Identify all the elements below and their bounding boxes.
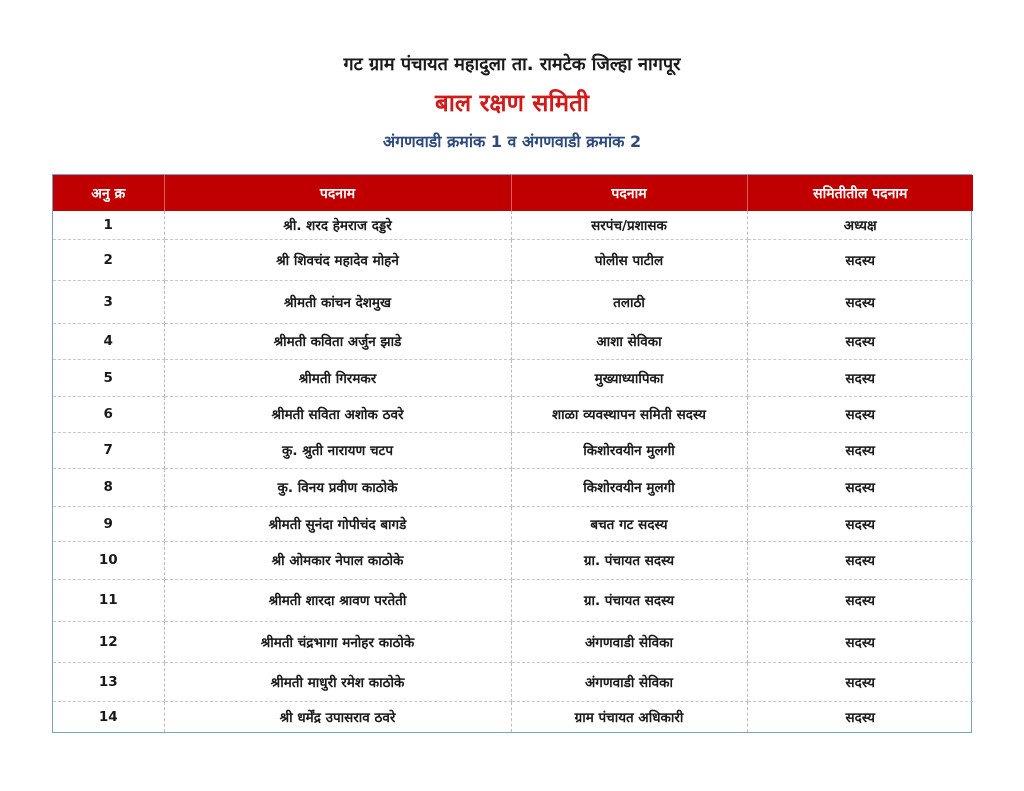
table-header-row	[53, 175, 973, 211]
member-name-cell: श्रीमती चंद्रभागा मनोहर काठोके	[164, 621, 511, 662]
table-row	[53, 662, 973, 701]
member-post-cell: अंगणवाडी सेविका	[511, 662, 747, 701]
table-row	[53, 323, 973, 359]
committee-post-cell: सदस्य	[747, 541, 973, 579]
table-body	[53, 211, 973, 732]
column-header-name: पदनाम	[164, 175, 511, 211]
member-name-cell: श्रीमती माधुरी रमेश काठोके	[164, 662, 511, 701]
committee-post-cell: सदस्य	[747, 662, 973, 701]
committee-post-cell: सदस्य	[747, 621, 973, 662]
committee-post-cell: सदस्य	[747, 239, 973, 280]
serial-number-cell: 1	[53, 211, 164, 239]
serial-number-cell: 5	[53, 359, 164, 396]
member-name-cell: श्री ओमकार नेपाल काठोके	[164, 541, 511, 579]
member-name-cell: श्रीमती शारदा श्रावण परतेती	[164, 579, 511, 621]
table-row	[53, 506, 973, 541]
member-name-cell: श्रीमती कांचन देशमुख	[164, 280, 511, 323]
serial-number-cell: 14	[53, 701, 164, 732]
member-name-cell: श्री धर्मेंद्र उपासराव ठवरे	[164, 701, 511, 732]
serial-number-cell: 10	[53, 541, 164, 579]
table-row	[53, 621, 973, 662]
committee-title: बाल रक्षण समिती	[435, 89, 589, 117]
member-name-cell: श्री शिवचंद महादेव मोहने	[164, 239, 511, 280]
table-row	[53, 432, 973, 468]
committee-post-cell: सदस्य	[747, 432, 973, 468]
member-post-cell: पोलीस पाटील	[511, 239, 747, 280]
member-name-cell: कु. श्रुती नारायण चटप	[164, 432, 511, 468]
serial-number-cell: 11	[53, 579, 164, 621]
member-post-cell: तलाठी	[511, 280, 747, 323]
serial-number-cell: 7	[53, 432, 164, 468]
table-row	[53, 468, 973, 506]
committee-table-container	[52, 174, 972, 733]
member-name-cell: श्री. शरद हेमराज दड्डरे	[164, 211, 511, 239]
table-row	[53, 239, 973, 280]
committee-post-cell: अध्यक्ष	[747, 211, 973, 239]
anganwadi-subtitle: अंगणवाडी क्रमांक 1 व अंगणवाडी क्रमांक 2	[382, 132, 642, 151]
gram-panchayat-heading: गट ग्राम पंचायत महादुला ता. रामटेक जिल्हा नागपूर	[343, 54, 681, 75]
table-row	[53, 280, 973, 323]
member-post-cell: किशोरवयीन मुलगी	[511, 432, 747, 468]
serial-number-cell: 9	[53, 506, 164, 541]
member-post-cell: ग्रा. पंचायत सदस्य	[511, 541, 747, 579]
member-name-cell: श्रीमती कविता अर्जुन झाडे	[164, 323, 511, 359]
serial-number-cell: 13	[53, 662, 164, 701]
committee-post-cell: सदस्य	[747, 579, 973, 621]
committee-post-cell: सदस्य	[747, 359, 973, 396]
committee-post-cell: सदस्य	[747, 506, 973, 541]
table-row	[53, 701, 973, 732]
serial-number-cell: 4	[53, 323, 164, 359]
member-post-cell: शाळा व्यवस्थापन समिती सदस्य	[511, 396, 747, 432]
column-header-committee-post: समितीतील पदनाम	[747, 175, 973, 211]
column-header-post: पदनाम	[511, 175, 747, 211]
member-name-cell: श्रीमती सविता अशोक ठवरे	[164, 396, 511, 432]
table-row	[53, 541, 973, 579]
member-post-cell: बचत गट सदस्य	[511, 506, 747, 541]
member-post-cell: ग्राम पंचायत अधिकारी	[511, 701, 747, 732]
committee-post-cell: सदस्य	[747, 396, 973, 432]
committee-members-table	[53, 175, 973, 732]
serial-number-cell: 6	[53, 396, 164, 432]
serial-number-cell: 3	[53, 280, 164, 323]
serial-number-cell: 8	[53, 468, 164, 506]
committee-post-cell: सदस्य	[747, 280, 973, 323]
member-name-cell: श्रीमती सुनंदा गोपीचंद बागडे	[164, 506, 511, 541]
member-name-cell: श्रीमती गिरमकर	[164, 359, 511, 396]
member-post-cell: आशा सेविका	[511, 323, 747, 359]
committee-post-cell: सदस्य	[747, 468, 973, 506]
member-post-cell: सरपंच/प्रशासक	[511, 211, 747, 239]
table-row	[53, 211, 973, 239]
member-post-cell: किशोरवयीन मुलगी	[511, 468, 747, 506]
table-row	[53, 396, 973, 432]
serial-number-cell: 12	[53, 621, 164, 662]
member-post-cell: ग्रा. पंचायत सदस्य	[511, 579, 747, 621]
table-row	[53, 359, 973, 396]
member-post-cell: अंगणवाडी सेविका	[511, 621, 747, 662]
committee-post-cell: सदस्य	[845, 709, 875, 726]
committee-post-cell: सदस्य	[747, 323, 973, 359]
column-header-serial: अनु क्र	[53, 175, 164, 211]
member-post-cell: मुख्याध्यापिका	[511, 359, 747, 396]
member-name-cell: कु. विनय प्रवीण काठोके	[164, 468, 511, 506]
table-row	[53, 579, 973, 621]
serial-number-cell: 2	[53, 239, 164, 280]
